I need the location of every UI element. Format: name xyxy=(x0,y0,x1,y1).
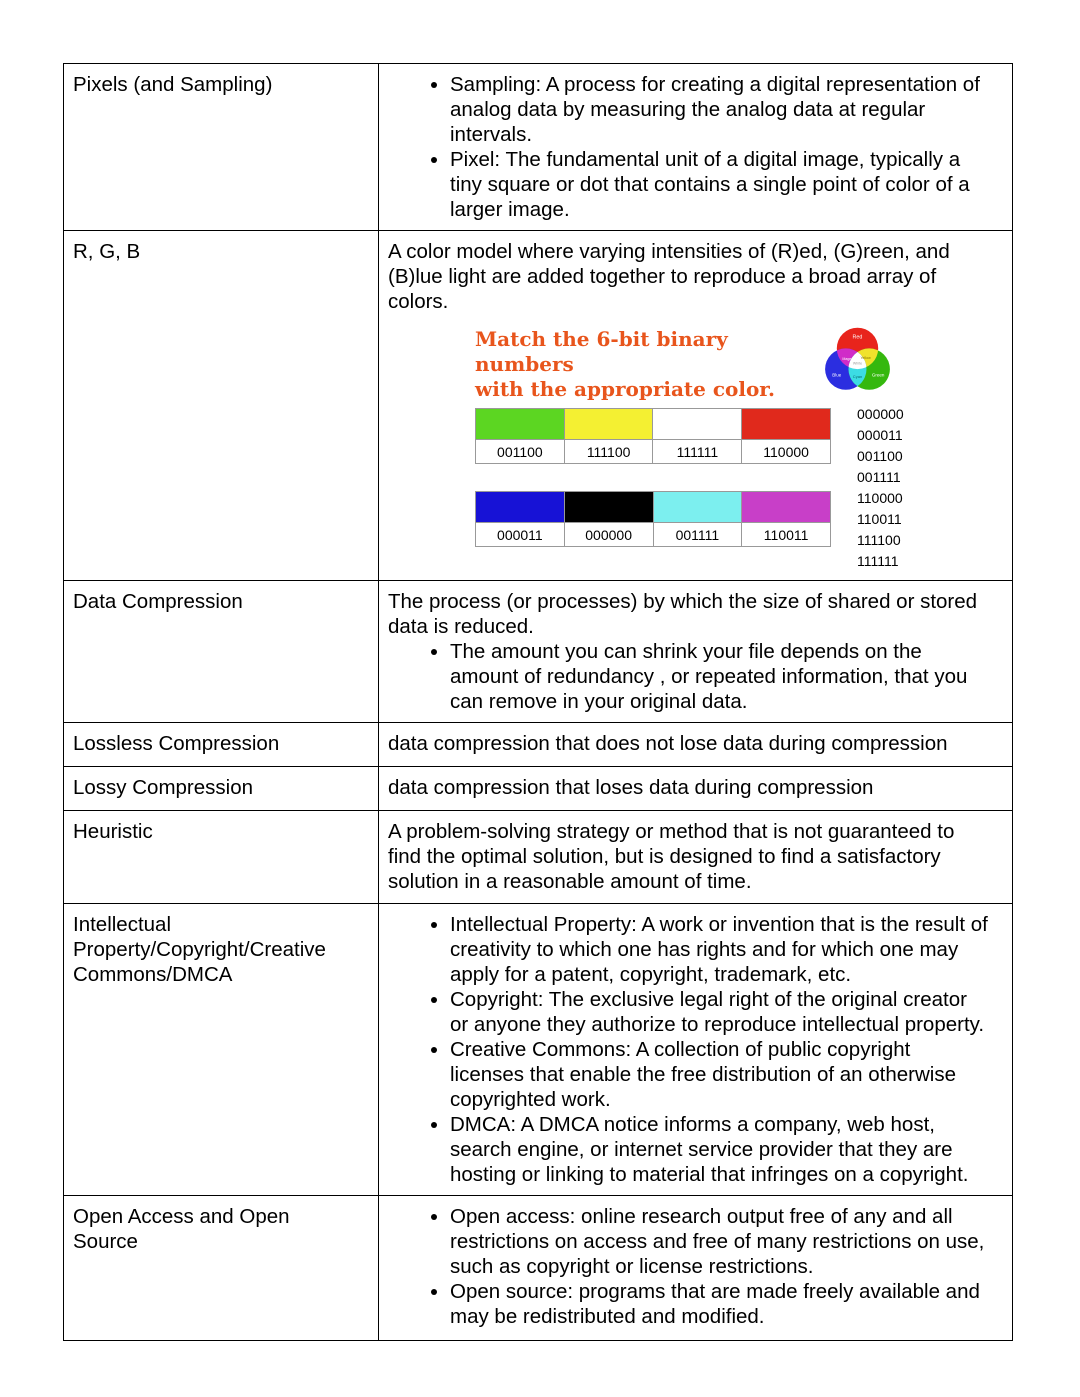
venn-label-cyan: Cyan xyxy=(852,374,863,380)
glossary-row xyxy=(64,64,1013,231)
rgb-venn-diagram xyxy=(816,325,899,397)
term-cell: Heuristic xyxy=(64,811,379,904)
binary-option: 001111 xyxy=(857,469,901,485)
binary-option: 110000 xyxy=(857,490,903,506)
definition-cell xyxy=(379,64,1013,231)
definition-cell xyxy=(379,581,1013,723)
definition-paragraph: The process (or processes) by which the size of shared or stored data is reduced. xyxy=(388,590,978,638)
binary-option: 110011 xyxy=(857,511,902,527)
swatch-black xyxy=(564,492,653,523)
definition-cell xyxy=(379,811,1013,904)
glossary-table xyxy=(63,63,1013,1341)
definition-cell xyxy=(379,231,1013,581)
glossary-row xyxy=(64,1196,1013,1341)
glossary-row xyxy=(64,231,1013,581)
swatch-magenta xyxy=(742,492,831,523)
bullet-list xyxy=(388,639,989,714)
glossary-row xyxy=(64,581,1013,723)
bullet-list xyxy=(388,912,989,1187)
glossary-row xyxy=(64,723,1013,767)
bullet-item: • Copyright: The exclusive legal right of the original creator or anyone they authorize to reproduce intellectual property. xyxy=(450,987,989,1037)
swatch-binary-label: 000011 xyxy=(476,523,565,547)
exercise-heading-line1: Match the 6-bit binary numbers xyxy=(475,327,728,376)
bullet-item: • DMCA: A DMCA notice informs a company, web host, search engine, or internet service provider that they are hosting or linking to material that infringes on a copyright. xyxy=(450,1112,989,1187)
definition-cell xyxy=(379,904,1013,1196)
bullet-item: • Sampling: A process for creating a digital representation of analog data by measuring the analog data at regular intervals. xyxy=(450,72,989,147)
exercise-heading-line2: with the appropriate color. xyxy=(475,377,775,401)
definition-paragraph: data compression that loses data during compression xyxy=(388,776,874,799)
bullet-list xyxy=(388,72,989,222)
definition-cell xyxy=(379,723,1013,767)
term-cell: Lossless Compression xyxy=(64,723,379,767)
swatch-binary-label: 110011 xyxy=(742,523,831,547)
term-cell: R, G, B xyxy=(64,231,379,581)
term-cell: Intellectual Property/Copyright/Creative Commons/DMCA xyxy=(64,904,379,1196)
venn-label-magenta: Magenta xyxy=(842,357,857,362)
binary-option: 111111 xyxy=(857,553,899,569)
swatch-binary-label: 110000 xyxy=(742,440,831,464)
glossary-row xyxy=(64,904,1013,1196)
bullet-item: • Creative Commons: A collection of public copyright licenses that enable the free distribution of an otherwise copyrighted work. xyxy=(450,1037,989,1112)
definition-paragraph: A color model where varying intensities of (R)ed, (G)reen, and (B)lue light are added together to reproduce a broad array of colors. xyxy=(388,240,950,313)
swatch-table-bottom xyxy=(475,491,831,547)
swatch-white xyxy=(653,409,742,440)
bullet-item: • Pixel: The fundamental unit of a digital image, typically a tiny square or dot that contains a single point of color of a larger image. xyxy=(450,147,989,222)
venn-label-yellow: Yellow xyxy=(860,356,871,361)
definition-cell xyxy=(379,1196,1013,1341)
glossary-row xyxy=(64,767,1013,811)
exercise-heading xyxy=(475,327,812,402)
swatch-table-top xyxy=(475,408,831,464)
venn-label-blue: Blue xyxy=(832,372,842,378)
swatch-binary-label: 001100 xyxy=(476,440,565,464)
binary-option: 001100 xyxy=(857,448,903,464)
bullet-item: • Open source: programs that are made freely available and may be redistributed and modified. xyxy=(450,1279,989,1329)
bullet-list xyxy=(388,1204,989,1329)
swatch-binary-label: 111100 xyxy=(564,440,653,464)
definition-cell xyxy=(379,767,1013,811)
term-cell: Pixels (and Sampling) xyxy=(64,64,379,231)
swatch-binary-label: 001111 xyxy=(653,523,742,547)
swatch-binary-label: 000000 xyxy=(564,523,653,547)
swatch-red xyxy=(742,409,831,440)
swatch-tables xyxy=(475,408,831,572)
swatch-yellow xyxy=(564,409,653,440)
swatch-cyan xyxy=(653,492,742,523)
bullet-item: • Intellectual Property: A work or invention that is the result of creativity to which one has rights and for which one may apply for a patent, copyright, trademark, etc. xyxy=(450,912,989,987)
binary-option: 111100 xyxy=(857,532,901,548)
venn-label-white: White xyxy=(852,361,863,366)
term-cell: Data Compression xyxy=(64,581,379,723)
definition-paragraph: data compression that does not lose data during compression xyxy=(388,732,948,755)
bullet-item: • Open access: online research output free of any and all restrictions on access and free of many restrictions on use, such as copyright or license restrictions. xyxy=(450,1204,989,1279)
venn-label-red: Red xyxy=(852,334,863,341)
venn-label-green: Green xyxy=(871,372,885,378)
swatch-blue xyxy=(476,492,565,523)
glossary-row xyxy=(64,811,1013,904)
binary-answer-list xyxy=(857,404,904,572)
term-cell: Lossy Compression xyxy=(64,767,379,811)
swatch-green xyxy=(476,409,565,440)
definition-paragraph: A problem-solving strategy or method that is not guaranteed to find the optimal solution, but is designed to find a satisfactory solution in a reasonable amount of time. xyxy=(388,820,955,893)
term-cell: Open Access and Open Source xyxy=(64,1196,379,1341)
binary-option: 000011 xyxy=(857,427,903,443)
bullet-item: • The amount you can shrink your file depends on the amount of redundancy , or repeated information, that you can remove in your original data. xyxy=(450,639,989,714)
swatch-binary-label: 111111 xyxy=(653,440,742,464)
binary-color-exercise xyxy=(475,327,989,572)
binary-option: 000000 xyxy=(857,406,904,422)
